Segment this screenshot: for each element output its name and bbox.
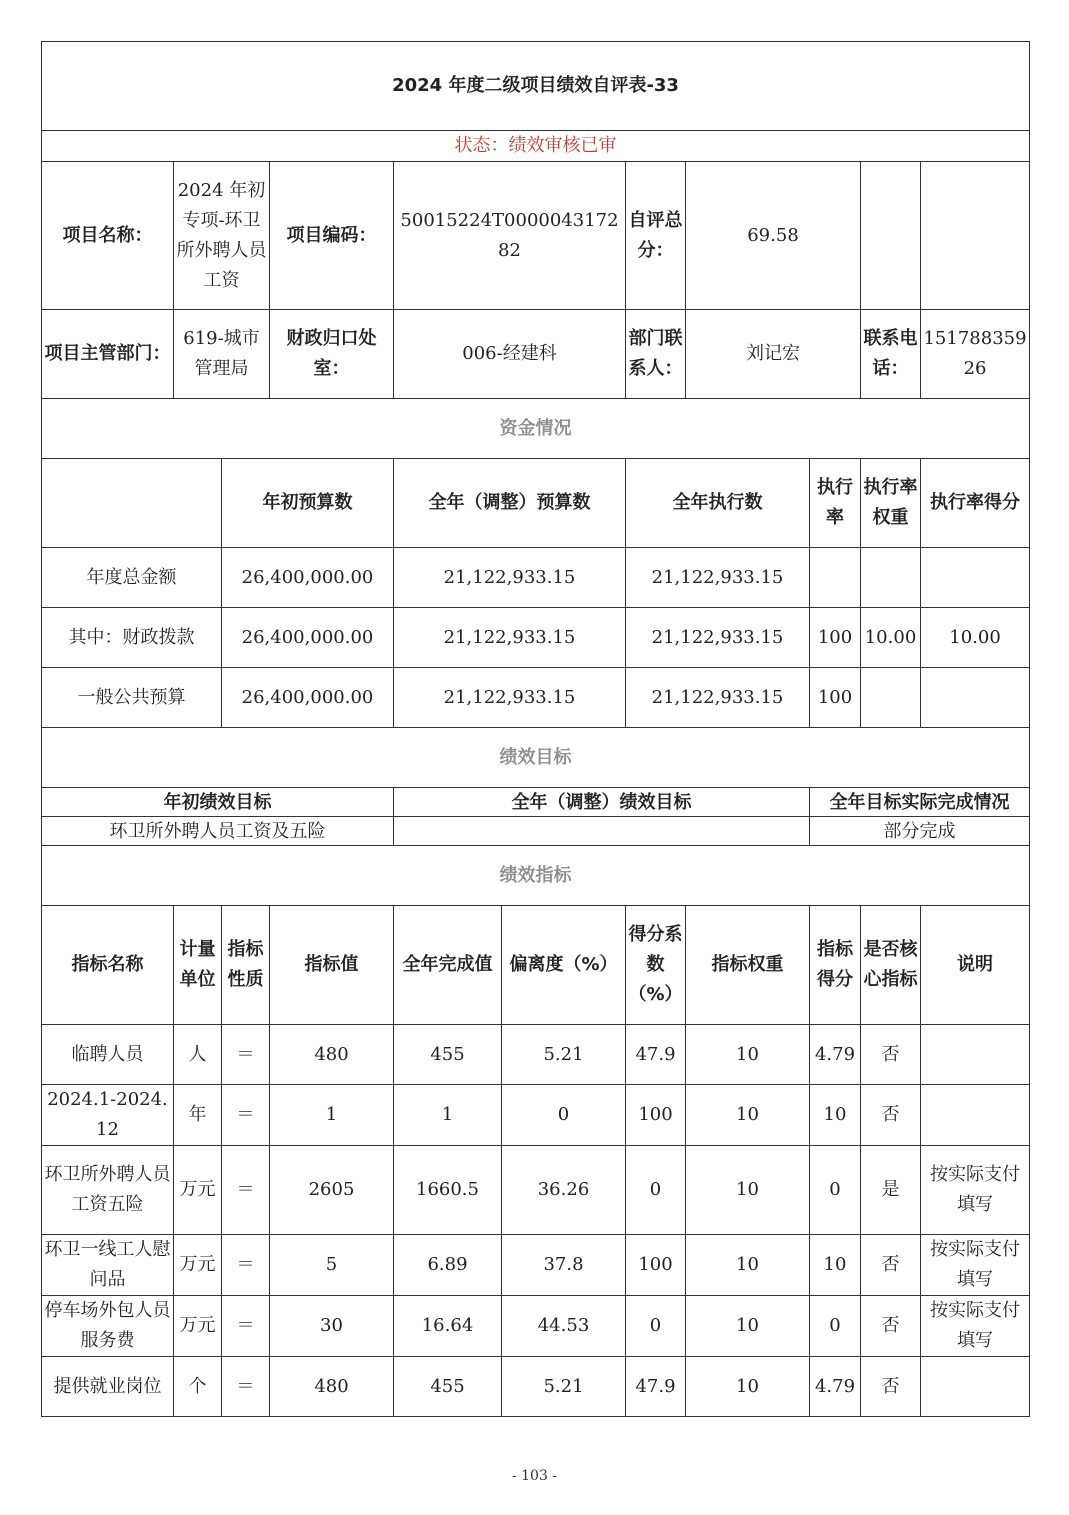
- blank-cell: [921, 162, 1030, 310]
- funds-rate: [810, 548, 861, 608]
- indicator-header: 指标权重: [686, 906, 810, 1025]
- indicator-score: 0: [810, 1146, 861, 1235]
- indicator-row: [42, 1296, 1030, 1357]
- dept-label: 项目主管部门：: [42, 310, 174, 399]
- funds-row-label: 其中：财政拨款: [42, 608, 222, 668]
- indicator-name: 提供就业岗位: [42, 1357, 174, 1417]
- funds-header: 执行率得分: [921, 459, 1030, 548]
- goals-completion: 部分完成: [810, 817, 1030, 846]
- funds-rate: 100: [810, 608, 861, 668]
- indicator-score: 0: [810, 1296, 861, 1357]
- indicator-header: 指标性质: [222, 906, 270, 1025]
- funds-row: [42, 608, 1030, 668]
- funds-row: [42, 548, 1030, 608]
- indicator-deviation: 36.26: [502, 1146, 626, 1235]
- funds-section-title: 资金情况: [42, 399, 1030, 459]
- indicator-deviation: 37.8: [502, 1235, 626, 1296]
- indicator-unit: 年: [174, 1085, 222, 1146]
- funds-score: [921, 668, 1030, 728]
- indicator-actual: 1660.5: [394, 1146, 502, 1235]
- project-code-label: 项目编码：: [270, 162, 394, 310]
- indicator-note: 按实际支付填写: [921, 1296, 1030, 1357]
- indicator-header: 得分系数（%）: [626, 906, 686, 1025]
- indicator-header: 指标名称: [42, 906, 174, 1025]
- indicator-deviation: 0: [502, 1085, 626, 1146]
- status-badge: 状态：绩效审核已审: [42, 131, 1030, 162]
- indicator-note: 按实际支付填写: [921, 1235, 1030, 1296]
- indicator-core: 否: [861, 1235, 921, 1296]
- indicator-core: 否: [861, 1357, 921, 1417]
- indicator-header: 是否核心指标: [861, 906, 921, 1025]
- contact-value: 刘记宏: [686, 310, 861, 399]
- finance-label: 财政归口处室：: [270, 310, 394, 399]
- indicator-coef: 47.9: [626, 1025, 686, 1085]
- indicator-coef: 47.9: [626, 1357, 686, 1417]
- funds-header: 年初预算数: [222, 459, 394, 548]
- funds-executed: 21,122,933.15: [626, 668, 810, 728]
- indicator-deviation: 44.53: [502, 1296, 626, 1357]
- indicator-note: [921, 1357, 1030, 1417]
- indicator-coef: 100: [626, 1085, 686, 1146]
- funds-weight: [861, 668, 921, 728]
- indicator-deviation: 5.21: [502, 1357, 626, 1417]
- indicator-header: 全年完成值: [394, 906, 502, 1025]
- goals-header: 全年目标实际完成情况: [810, 788, 1030, 817]
- funds-header: 全年执行数: [626, 459, 810, 548]
- funds-executed: 21,122,933.15: [626, 548, 810, 608]
- evaluation-sheet: [41, 41, 1029, 1417]
- indicator-core: 否: [861, 1085, 921, 1146]
- indicator-name: 临聘人员: [42, 1025, 174, 1085]
- finance-value: 006-经建科: [394, 310, 626, 399]
- indicator-weight: 10: [686, 1235, 810, 1296]
- indicator-target: 480: [270, 1357, 394, 1417]
- funds-header: 执行率: [810, 459, 861, 548]
- indicator-header: 说明: [921, 906, 1030, 1025]
- indicator-score: 4.79: [810, 1357, 861, 1417]
- self-score-value: 69.58: [686, 162, 861, 310]
- indicator-row: [42, 1146, 1030, 1235]
- indicator-coef: 0: [626, 1146, 686, 1235]
- indicator-target: 480: [270, 1025, 394, 1085]
- indicator-actual: 6.89: [394, 1235, 502, 1296]
- indicator-name: 环卫所外聘人员工资五险: [42, 1146, 174, 1235]
- indicator-row: [42, 1235, 1030, 1296]
- indicator-weight: 10: [686, 1296, 810, 1357]
- indicator-actual: 16.64: [394, 1296, 502, 1357]
- funds-header: 全年（调整）预算数: [394, 459, 626, 548]
- phone-label: 联系电话：: [861, 310, 921, 399]
- indicator-weight: 10: [686, 1357, 810, 1417]
- indicator-coef: 100: [626, 1235, 686, 1296]
- funds-row-label: 一般公共预算: [42, 668, 222, 728]
- indicator-name: 环卫一线工人慰问品: [42, 1235, 174, 1296]
- indicator-nature: ＝: [222, 1025, 270, 1085]
- indicator-unit: 万元: [174, 1235, 222, 1296]
- funds-header: 执行率权重: [861, 459, 921, 548]
- indicator-unit: 万元: [174, 1296, 222, 1357]
- funds-weight: 10.00: [861, 608, 921, 668]
- indicator-weight: 10: [686, 1025, 810, 1085]
- dept-value: 619-城市管理局: [174, 310, 270, 399]
- project-name-value: 2024 年初专项-环卫所外聘人员工资: [174, 162, 270, 310]
- funds-weight: [861, 548, 921, 608]
- page-number: - 103 -: [511, 1468, 558, 1484]
- funds-adjusted: 21,122,933.15: [394, 668, 626, 728]
- indicator-name: 2024.1-2024.12: [42, 1085, 174, 1146]
- funds-initial: 26,400,000.00: [222, 608, 394, 668]
- goals-header: 全年（调整）绩效目标: [394, 788, 810, 817]
- funds-row-label: 年度总金额: [42, 548, 222, 608]
- indicator-row: [42, 1085, 1030, 1146]
- indicator-note: [921, 1085, 1030, 1146]
- funds-header-blank: [42, 459, 222, 548]
- blank-cell: [861, 162, 921, 310]
- self-score-label: 自评总分：: [626, 162, 686, 310]
- indicator-header: 指标得分: [810, 906, 861, 1025]
- indicator-actual: 1: [394, 1085, 502, 1146]
- indicator-nature: ＝: [222, 1085, 270, 1146]
- funds-rate: 100: [810, 668, 861, 728]
- funds-adjusted: 21,122,933.15: [394, 548, 626, 608]
- indicator-target: 30: [270, 1296, 394, 1357]
- page-title: 2024 年度二级项目绩效自评表-33: [42, 42, 1030, 131]
- goals-adjusted: [394, 817, 810, 846]
- project-name-label: 项目名称：: [42, 162, 174, 310]
- goals-header: 年初绩效目标: [42, 788, 394, 817]
- funds-initial: 26,400,000.00: [222, 548, 394, 608]
- indicator-coef: 0: [626, 1296, 686, 1357]
- indicator-target: 1: [270, 1085, 394, 1146]
- funds-score: 10.00: [921, 608, 1030, 668]
- indicator-nature: ＝: [222, 1235, 270, 1296]
- indicator-note: [921, 1025, 1030, 1085]
- goals-section-title: 绩效目标: [42, 728, 1030, 788]
- indicator-actual: 455: [394, 1025, 502, 1085]
- indicator-nature: ＝: [222, 1357, 270, 1417]
- indicator-row: [42, 1025, 1030, 1085]
- evaluation-table: [41, 41, 1030, 1417]
- indicator-unit: 人: [174, 1025, 222, 1085]
- funds-score: [921, 548, 1030, 608]
- indicator-weight: 10: [686, 1085, 810, 1146]
- indicator-core: 否: [861, 1296, 921, 1357]
- indicator-nature: ＝: [222, 1296, 270, 1357]
- contact-label: 部门联系人：: [626, 310, 686, 399]
- funds-executed: 21,122,933.15: [626, 608, 810, 668]
- indicator-actual: 455: [394, 1357, 502, 1417]
- indicator-score: 10: [810, 1235, 861, 1296]
- indicator-header: 指标值: [270, 906, 394, 1025]
- indicator-row: [42, 1357, 1030, 1417]
- indicator-name: 停车场外包人员服务费: [42, 1296, 174, 1357]
- indicator-score: 4.79: [810, 1025, 861, 1085]
- indicator-weight: 10: [686, 1146, 810, 1235]
- indicator-target: 5: [270, 1235, 394, 1296]
- indicator-deviation: 5.21: [502, 1025, 626, 1085]
- indicator-core: 是: [861, 1146, 921, 1235]
- indicator-target: 2605: [270, 1146, 394, 1235]
- indicator-nature: ＝: [222, 1146, 270, 1235]
- indicator-score: 10: [810, 1085, 861, 1146]
- indicators-section-title: 绩效指标: [42, 846, 1030, 906]
- indicator-header: 偏离度（%）: [502, 906, 626, 1025]
- indicator-unit: 万元: [174, 1146, 222, 1235]
- funds-row: [42, 668, 1030, 728]
- goals-initial: 环卫所外聘人员工资及五险: [42, 817, 394, 846]
- indicator-header: 计量单位: [174, 906, 222, 1025]
- indicator-note: 按实际支付填写: [921, 1146, 1030, 1235]
- indicator-core: 否: [861, 1025, 921, 1085]
- funds-initial: 26,400,000.00: [222, 668, 394, 728]
- funds-adjusted: 21,122,933.15: [394, 608, 626, 668]
- phone-value: 15178835926: [921, 310, 1030, 399]
- project-code-value: 50015224T000004317282: [394, 162, 626, 310]
- indicator-unit: 个: [174, 1357, 222, 1417]
